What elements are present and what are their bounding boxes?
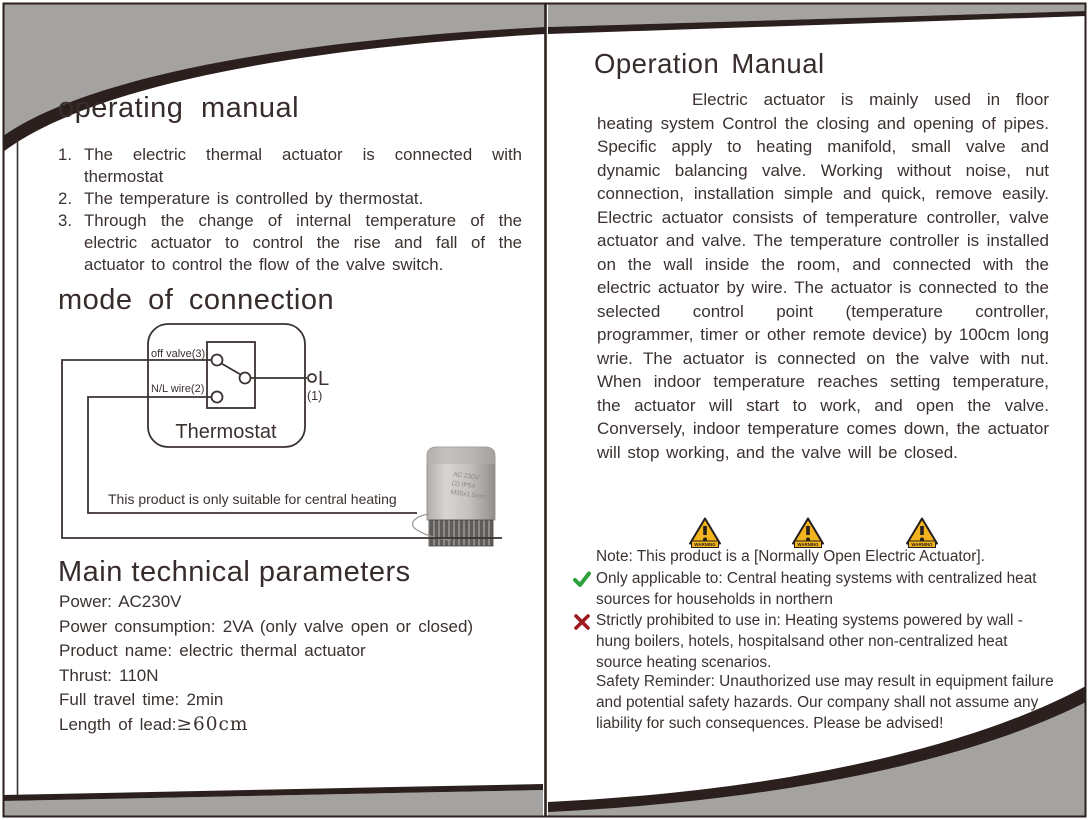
step-number: 2. bbox=[58, 189, 72, 208]
params-list bbox=[59, 590, 529, 738]
cross-icon bbox=[573, 613, 591, 630]
terminal-top bbox=[212, 355, 223, 366]
terminal-bottom-label: N/L wire(2) bbox=[151, 383, 205, 395]
warning-icon bbox=[905, 516, 939, 549]
L-number: (1) bbox=[307, 389, 323, 403]
param-line: Product name: electric thermal actuator bbox=[59, 641, 366, 661]
L-label: L bbox=[318, 368, 330, 390]
param-line: Full travel time: 2min bbox=[59, 690, 224, 710]
step-item bbox=[58, 188, 522, 210]
step-item bbox=[58, 210, 522, 276]
step-text: The temperature is controlled by thermostat. bbox=[84, 189, 424, 208]
check-icon bbox=[573, 571, 591, 588]
actuator-label: M30x1.5mm bbox=[450, 488, 487, 501]
wire-note: This product is only suitable for central heating bbox=[108, 491, 397, 507]
param-line-lead bbox=[59, 713, 529, 738]
param-line: Thrust: 110N bbox=[59, 665, 159, 685]
terminal-top-label: off valve(3) bbox=[151, 348, 206, 360]
body-paragraph: Electric actuator is mainly used in floor heating system Control the closing and opening of pipes. Specific apply to heating manifold, small valve and dynamic balancing valve. Working without noise, nut connection, installation simple and quick, remove easily. Electric actuator consists of temperature controller, valve actuator and valve. The temperature controller is installed on the wall inside the room, and connected with the electric actuator by wire. The actuator is connected to the selected control point (temperature controller, programmer, timer or other remote device) by 100cm long wrie. The actuator is connected on the valve with nut. When indoor temperature reaches setting temperature, the actuator will start to work, and open the valve. Conversely, indoor temperature comes down, the actuator will stop working, and the valve will be closed. bbox=[597, 90, 1049, 462]
left-page-title: operating manual bbox=[58, 92, 300, 124]
prohibited-text: Strictly prohibited to use in: Heating systems powered by wall -hung boilers, hotels, hospitalsand other non-centralized heat source heating scenarios. bbox=[596, 612, 1023, 671]
steps-list bbox=[58, 144, 522, 276]
step-number: 1. bbox=[58, 145, 72, 164]
connection-heading: mode of connection bbox=[58, 284, 335, 316]
safety-text: Safety Reminder: Unauthorized use may result in equipment failure and potential safety hazards. Our company shall not assume any liability for such consequences. Please be advised! bbox=[596, 673, 1054, 732]
step-number: 3. bbox=[58, 211, 72, 230]
warning-icon-text: WARNING bbox=[797, 542, 819, 548]
warning-icon bbox=[791, 516, 825, 549]
terminal-bottom bbox=[212, 392, 223, 403]
prohibited-item bbox=[573, 611, 1073, 673]
param-line: Power: AC230V bbox=[59, 592, 182, 611]
terminal-L bbox=[308, 374, 316, 382]
warning-icon-text: WARNING bbox=[911, 542, 933, 548]
lead-label: Length of lead: bbox=[59, 714, 177, 734]
warning-icon bbox=[688, 516, 722, 549]
step-item bbox=[58, 144, 522, 188]
lead-value: ≥60cm bbox=[176, 713, 249, 735]
params-heading: Main technical parameters bbox=[58, 556, 411, 588]
actuator-label: AC 230V bbox=[452, 471, 480, 482]
step-text: The electric thermal actuator is connected with thermostat bbox=[84, 145, 522, 186]
warning-icon-row bbox=[0, 516, 1089, 549]
allowed-item bbox=[573, 569, 1073, 611]
allowed-text: Only applicable to: Central heating systems with centralized heat sources for households in northern bbox=[596, 570, 1037, 608]
step-text: Through the change of internal temperature of the electric actuator to control the rise and fall of the actuator to control the flow of the valve switch. bbox=[84, 211, 522, 274]
actuator-label: (2) IP54 bbox=[451, 479, 476, 491]
terminal-common bbox=[240, 373, 251, 384]
right-page-title: Operation Manual bbox=[594, 48, 825, 79]
warning-icon-text: WARNING bbox=[694, 542, 716, 548]
thermostat-label: Thermostat bbox=[175, 421, 277, 443]
note-text: Note: This product is a [Normally Open Electric Actuator]. bbox=[596, 548, 985, 565]
param-line: Power consumption: 2VA (only valve open or closed) bbox=[59, 616, 474, 636]
